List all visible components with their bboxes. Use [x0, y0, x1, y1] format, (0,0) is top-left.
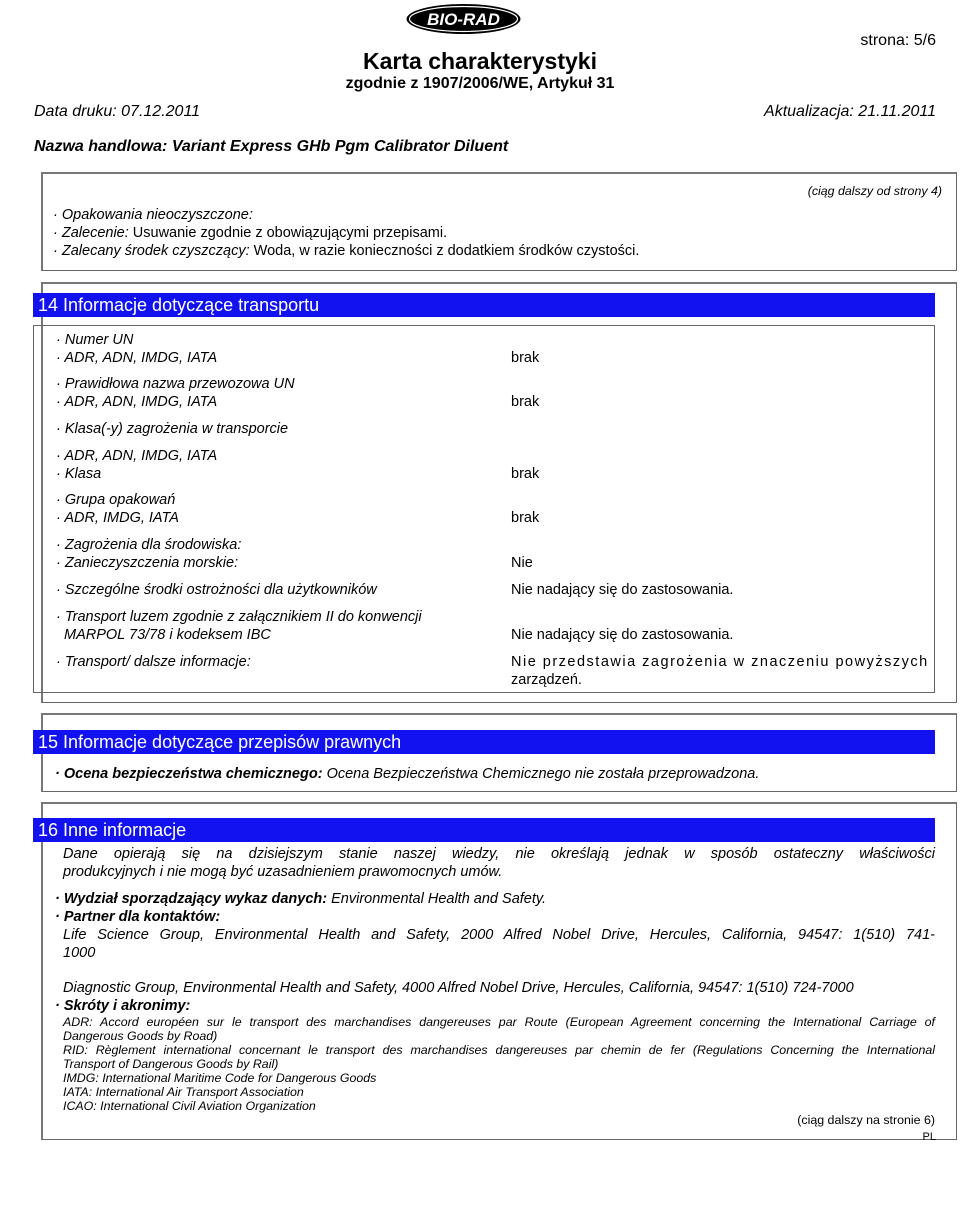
shipping-name-modes: · ADR, ADN, IMDG, IATA [56, 394, 218, 410]
trade-name [34, 138, 508, 156]
class-value: brak [511, 466, 540, 482]
un-number-label: · Numer UN [56, 332, 134, 348]
further-info-value: Nie przedstawia zagrożenia w znaczeniu powyższych [511, 654, 929, 670]
abbr-icao: ICAO: International Civil Aviation Organization [63, 1099, 316, 1113]
marpol-value: Nie nadający się do zastosowania. [511, 627, 734, 643]
contact-life-science: Life Science Group, Environmental Health and Safety, 2000 Alfred Nobel Drive, Hercules, California, 94547: 1(510) 741- [63, 927, 935, 943]
disclaimer-line2: produkcyjnych i nie mogą być uzasadnieniem prawomocnych umów. [63, 864, 503, 880]
hazard-class-label: · Klasa(-y) zagrożenia w transporcie [56, 421, 289, 437]
packing-group-modes: · ADR, IMDG, IATA [56, 510, 179, 526]
further-info-label: · Transport/ dalsze informacje: [56, 654, 251, 670]
print-date: Data druku: 07.12.2011 [34, 103, 201, 120]
packing-group-value: brak [511, 510, 540, 526]
user-precautions-label: · Szczególne środki ostrożności dla użytkowników [56, 582, 377, 598]
env-hazards-label: · Zagrożenia dla środowiska: [56, 537, 242, 553]
shipping-name-value: brak [511, 394, 540, 410]
abbr-adr-cont: Dangerous Goods by Road) [63, 1029, 218, 1043]
continued-to: (ciąg dalszy na stronie 6) [797, 1113, 935, 1127]
abbreviations-label: · Skróty i akronimy: [55, 998, 191, 1014]
document-subtitle: zgodnie z 1907/2006/WE, Artykuł 31 [345, 75, 615, 92]
trade-name-label: Nazwa handlowa: [34, 138, 168, 155]
user-precautions-value: Nie nadający się do zastosowania. [511, 582, 734, 598]
update-date: Aktualizacja: 21.11.2011 [764, 103, 936, 120]
class-label: · Klasa [56, 466, 102, 482]
un-number-modes: · ADR, ADN, IMDG, IATA [56, 350, 218, 366]
section16-title: 16 Inne informacje [33, 818, 935, 842]
section14-table [33, 325, 935, 693]
chemical-safety-assessment: · Ocena bezpieczeństwa chemicznego: Ocena Bezpieczeństwa Chemicznego nie została przeprowadzona. [55, 766, 760, 782]
packing-group-label: · Grupa opakowań [56, 492, 176, 508]
packaging-cleaner: · Zalecany środek czyszczący: Woda, w razie konieczności z dodatkiem środków czystości. [53, 243, 640, 259]
contact-diagnostic: Diagnostic Group, Environmental Health and Safety, 4000 Alfred Nobel Drive, Hercules, California, 94547: 1(510) 724-7000 [63, 980, 854, 996]
bulk-transport-label: · Transport luzem zgodnie z załącznikiem II do konwencji [56, 609, 422, 625]
bio-rad-logo [405, 3, 522, 35]
packaging-heading: · Opakowania nieoczyszczone: [53, 207, 253, 223]
un-number-value: brak [511, 350, 540, 366]
marine-pollutant-label: · Zanieczyszczenia morskie: [56, 555, 239, 571]
section14-title: 14 Informacje dotyczące transportu [33, 293, 935, 317]
marpol-label: MARPOL 73/78 i kodeksem IBC [64, 627, 271, 643]
shipping-name-label: · Prawidłowa nazwa przewozowa UN [56, 376, 295, 392]
continued-from: (ciąg dalszy od strony 4) [807, 184, 942, 198]
trade-name-value: Variant Express GHb Pgm Calibrator Diluent [171, 138, 509, 155]
abbr-adr: ADR: Accord européen sur le transport des marchandises dangereuses par Route (European Agreement concerning the International Carriage of [63, 1015, 935, 1029]
hazard-class-modes: · ADR, ADN, IMDG, IATA [56, 448, 218, 464]
marine-pollutant-value: Nie [511, 555, 533, 571]
further-info-value-cont: zarządzeń. [511, 672, 582, 688]
contact-life-science-cont: 1000 [63, 945, 96, 961]
page-number: strona: 5/6 [860, 32, 936, 49]
logo-text: BIO-RAD [427, 10, 500, 29]
section15-title: 15 Informacje dotyczące przepisów prawnych [33, 730, 935, 754]
contact-label: · Partner dla kontaktów: [55, 909, 221, 925]
abbr-imdg: IMDG: International Maritime Code for Dangerous Goods [63, 1071, 377, 1085]
abbreviations-list [63, 1015, 935, 1113]
abbr-rid: RID: Règlement international concernant le transport des marchandises dangereuses par chemin de fer (Regulations Concerning the International [63, 1043, 935, 1057]
abbr-iata: IATA: International Air Transport Association [63, 1085, 304, 1099]
language-code: PL [922, 1131, 936, 1143]
abbr-rid-cont: Transport of Dangerous Goods by Rail) [63, 1057, 279, 1071]
document-title: Karta charakterystyki [363, 48, 597, 74]
prepared-by: · Wydział sporządzający wykaz danych: Environmental Health and Safety. [55, 891, 547, 907]
packaging-box [41, 172, 957, 271]
disclaimer-line1: Dane opierają się na dzisiejszym stanie naszej wiedzy, nie określają jednak w sposób ostateczny właściwości [63, 846, 935, 862]
packaging-recommendation: · Zalecenie: Usuwanie zgodnie z obowiązującymi przepisami. [53, 225, 448, 241]
